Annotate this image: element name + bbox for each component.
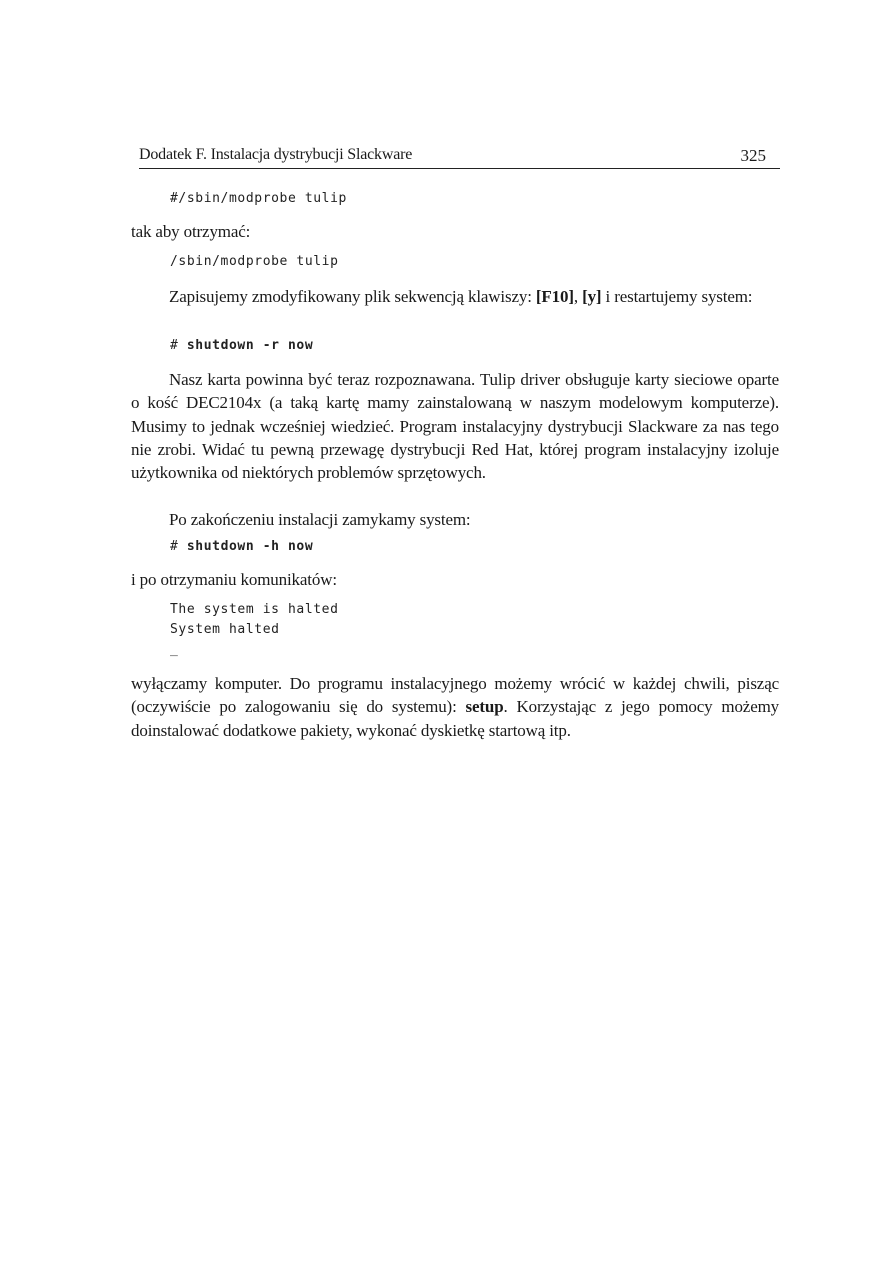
key-y: [y]: [582, 287, 602, 306]
text-po-otrzymaniu: i po otrzymaniu komunikatów:: [131, 570, 337, 589]
shutdown-r-command: shutdown -r now: [186, 338, 314, 353]
halt-message-line-1: The system is halted: [170, 602, 339, 617]
para1-before: Zapisujemy zmodyfikowany plik sekwencją klawiszy:: [169, 287, 536, 306]
para4-before: wyłączamy komputer. Do programu instalacyjnego możemy wrócić w każdej chwili, pisząc (oczywiście po zalogowaniu się do systemu):: [131, 674, 779, 717]
para1-middle: ,: [573, 287, 583, 306]
key-f10: [F10]: [535, 287, 574, 306]
code-line-shutdown-r: [170, 338, 313, 353]
code-block-halted: [170, 600, 339, 660]
code-line-modprobe-commented: #/sbin/modprobe tulip: [170, 191, 347, 206]
paragraph-tulip-driver: Nasz karta powinna być teraz rozpoznawana. Tulip driver obsługuje karty sieciowe oparte o kość DEC2104x (a taką kartę mamy zainstalowaną w naszym modelowym komputerze). Musimy to jednak wcześniej wiedzieć. Program instalacyjny dystrybucji Slackware za nas tego nie zrobi. Widać tu pewną przewagę dystrybucji Red Hat, której program instalacyjny izoluje użytkownika od niektórych problemów sprzętowych.: [131, 370, 779, 483]
shell-prompt: #: [170, 539, 187, 554]
shutdown-h-command: shutdown -h now: [186, 539, 314, 554]
cursor-line: _: [170, 642, 179, 657]
para4-after: . Korzystając z jego pomocy możemy doinstalować dodatkowe pakiety, wykonać dyskietkę startową itp.: [131, 697, 780, 740]
code-line-shutdown-h: [170, 539, 313, 554]
paragraph-save-restart: [131, 285, 779, 308]
paragraph-po-zakonczeniu: Po zakończeniu instalacji zamykamy system:: [169, 510, 471, 529]
text-tak-aby: tak aby otrzymać:: [131, 222, 251, 241]
para1-after: i restartujemy system:: [601, 287, 753, 306]
header-title: Dodatek F. Instalacja dystrybucji Slackware: [139, 146, 413, 163]
running-header: [139, 146, 780, 169]
shell-prompt: #: [170, 338, 187, 353]
halt-message-line-2: System halted: [170, 622, 280, 637]
setup-command: setup: [465, 697, 504, 717]
code-line-modprobe: /sbin/modprobe tulip: [170, 254, 339, 269]
page-number: 325: [740, 146, 766, 165]
paragraph-wylaczamy: [131, 672, 779, 742]
